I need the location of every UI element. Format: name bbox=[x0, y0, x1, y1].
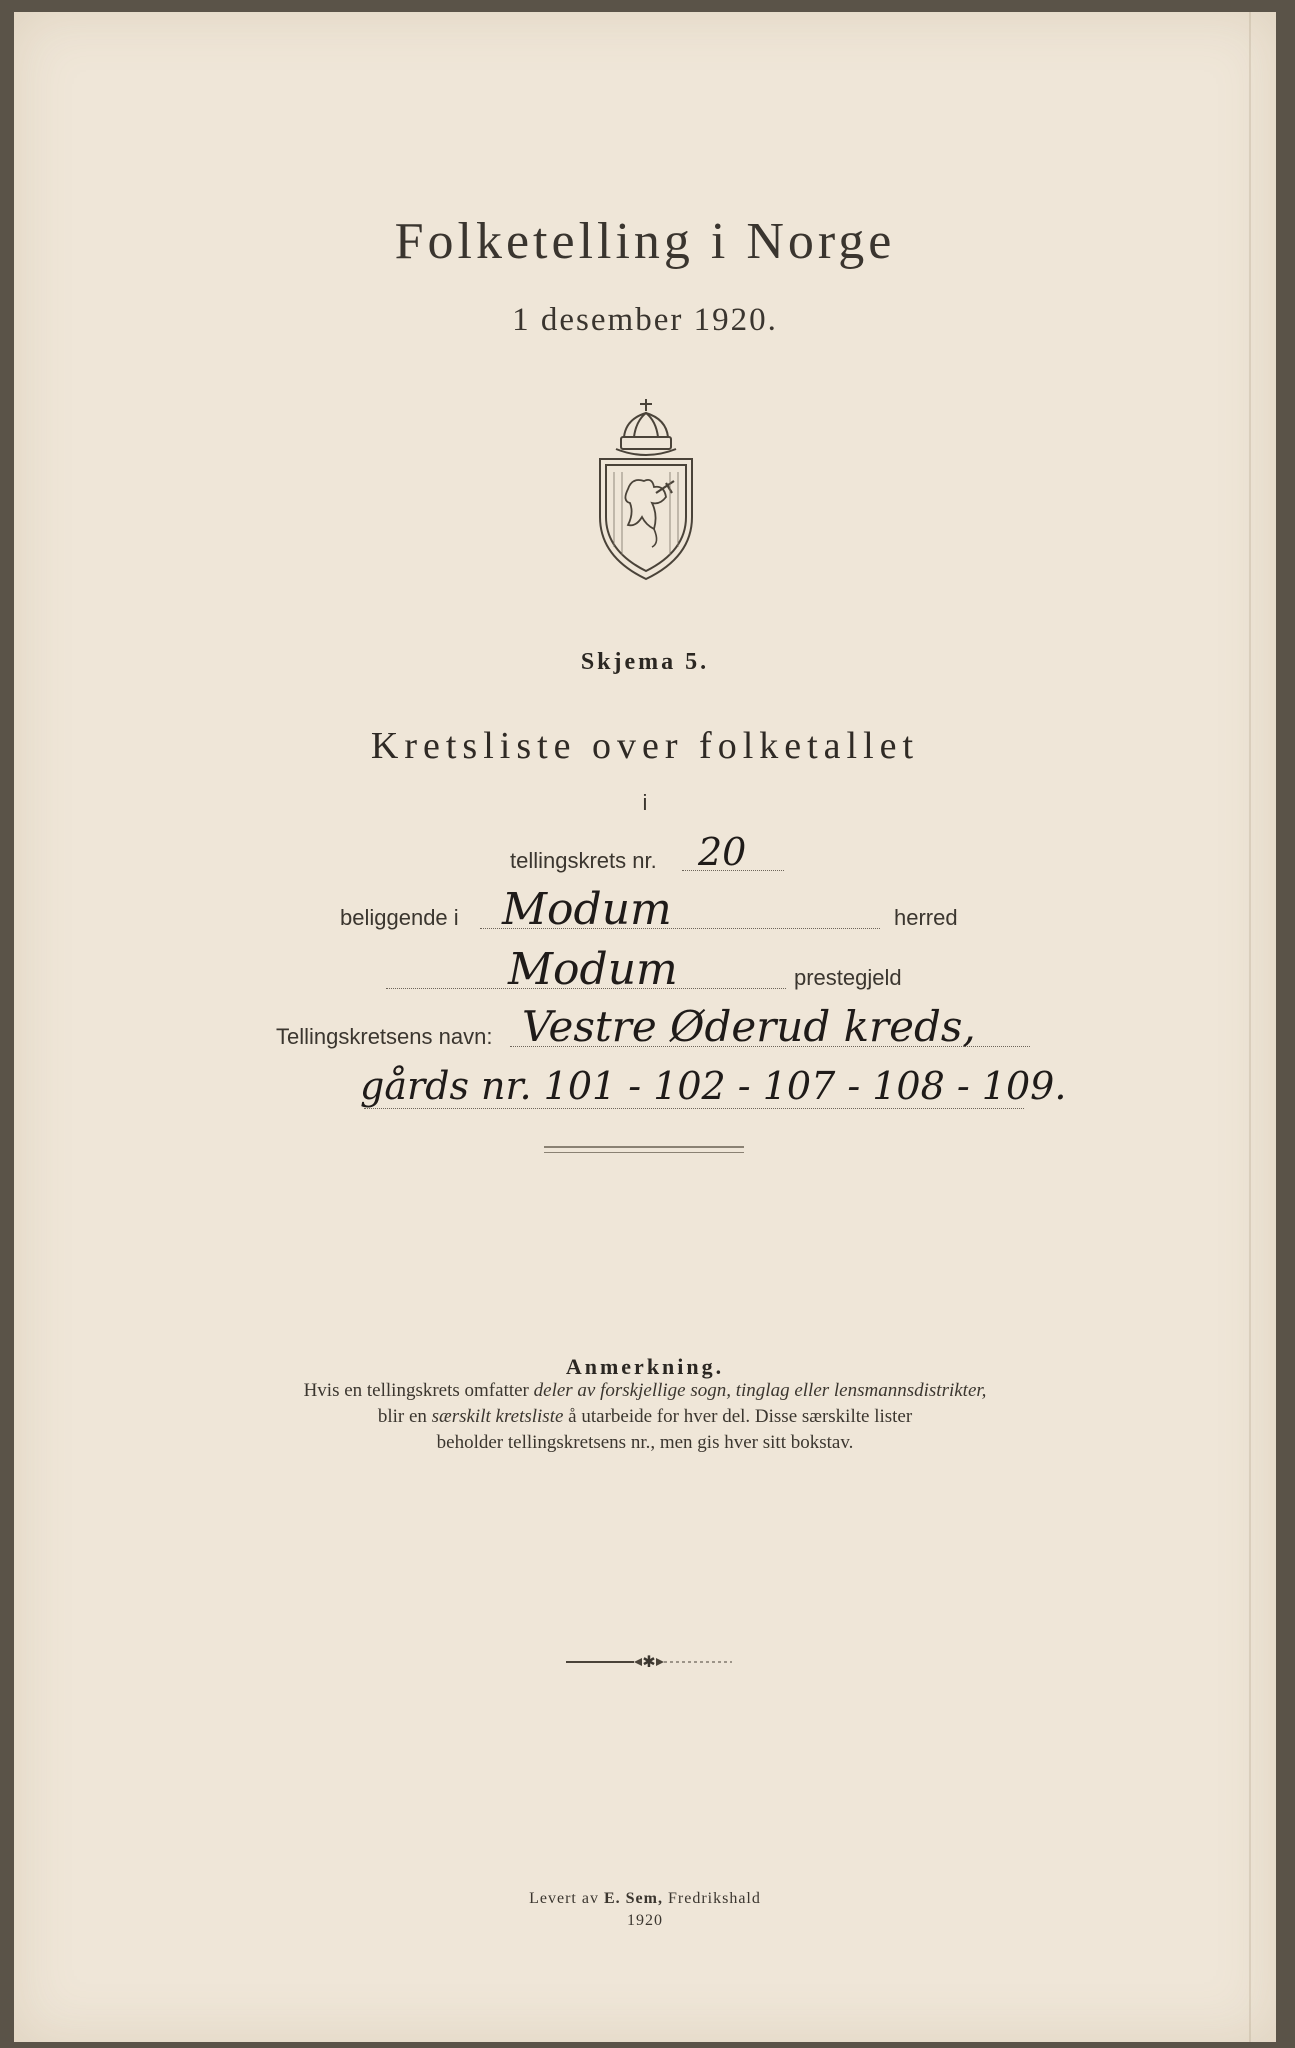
note-line-2-text-a: blir en bbox=[377, 1406, 432, 1427]
census-date: 1 desember 1920. bbox=[512, 302, 778, 338]
divider-rule-thin bbox=[544, 1152, 744, 1153]
district-name-line2: gårds nr. 101 - 102 - 107 - 108 - 109. bbox=[360, 1064, 1067, 1108]
connector-word: i bbox=[642, 790, 648, 815]
printer-prefix: Levert av bbox=[529, 1890, 604, 1907]
divider-rule bbox=[544, 1146, 744, 1148]
note-line-1-text: Hvis en tellingskrets omfatter bbox=[303, 1380, 534, 1401]
printer-city: Fredrikshald bbox=[662, 1890, 761, 1907]
parish-suffix: prestegjeld bbox=[794, 965, 902, 990]
district-number-value: 20 bbox=[698, 830, 747, 874]
note-line-1-italic: deler av forskjellige sogn, tinglag eller lensmannsdistrikter, bbox=[533, 1380, 987, 1401]
district-name-line1: Vestre Øderud kreds, bbox=[522, 1002, 976, 1051]
ornament-divider-icon bbox=[564, 1652, 734, 1672]
svg-text:✱: ✱ bbox=[642, 1652, 656, 1671]
note-heading: Anmerkning. bbox=[565, 1354, 725, 1379]
printer-year: 1920 bbox=[627, 1912, 663, 1929]
printer-credit bbox=[14, 1890, 1276, 1908]
note-line-2 bbox=[14, 1406, 1276, 1428]
district-name-line-2 bbox=[364, 1108, 1024, 1109]
form-title: Folketelling i Norge bbox=[394, 213, 896, 270]
schema-number: Skjema 5. bbox=[580, 649, 710, 675]
municipality-value: Modum bbox=[502, 884, 672, 935]
note-line-2-text-b: å utarbeide for hver del. Disse særskilte lister bbox=[563, 1406, 913, 1427]
located-label: beliggende i bbox=[340, 905, 459, 930]
district-name-label: Tellingskretsens navn: bbox=[276, 1024, 493, 1049]
parish-value: Modum bbox=[508, 944, 678, 995]
census-form-page bbox=[14, 12, 1276, 2042]
note-line-1 bbox=[14, 1380, 1276, 1402]
municipality-suffix: herred bbox=[894, 905, 958, 930]
note-line-3: beholder tellingskretsens nr., men gis hver sitt bokstav. bbox=[436, 1432, 854, 1453]
printer-name: E. Sem, bbox=[603, 1890, 663, 1907]
norwegian-coat-of-arms-icon bbox=[594, 397, 698, 582]
note-line-2-italic: særskilt kretsliste bbox=[431, 1406, 564, 1427]
form-subtitle: Kretsliste over folketallet bbox=[370, 725, 920, 767]
district-number-label: tellingskrets nr. bbox=[510, 848, 657, 873]
